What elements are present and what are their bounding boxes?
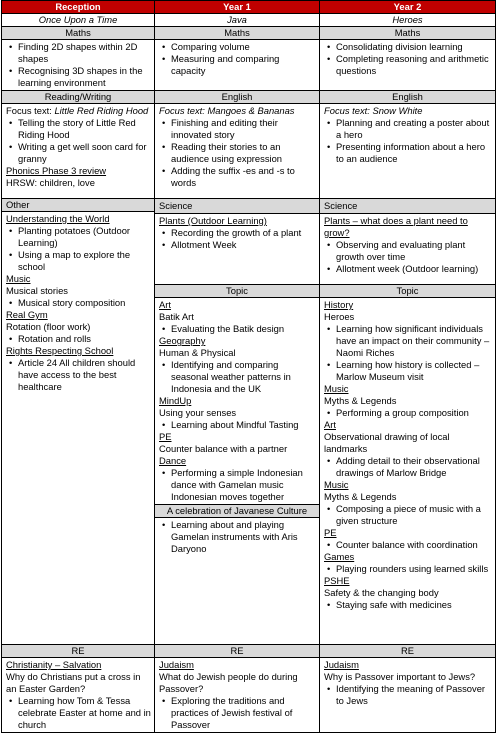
- list-item: • Article 24 All children should have access to the best healthcare: [18, 357, 151, 393]
- re-year2: [320, 658, 496, 733]
- section-title: Judaism: [324, 659, 359, 670]
- section-title: Real Gym: [6, 309, 48, 320]
- list-item: • Performing a group composition: [336, 407, 492, 419]
- focus-text: Focus text: Mangoes & Bananas: [159, 105, 295, 116]
- re-row: [2, 658, 496, 733]
- javanese-header: A celebration of Javanese Culture: [155, 504, 319, 518]
- list-item: • Allotment Week: [171, 239, 316, 251]
- list-item: • Adding the suffix -es and -s to words: [171, 165, 316, 189]
- re-header: RE: [320, 645, 496, 658]
- list-item: • Composing a piece of music with a given structure: [336, 503, 492, 527]
- section-text: Myths & Legends: [324, 395, 397, 406]
- topic-year2: Heroes: [320, 14, 496, 27]
- section-title: Music: [6, 273, 31, 284]
- list-item: • Learning how Tom & Tessa celebrate Easter at home and in church: [18, 695, 151, 731]
- focus-text: Focus text: Snow White: [324, 105, 423, 116]
- re-header-row: [2, 645, 496, 658]
- year-title-year1: Year 1: [155, 1, 320, 14]
- section-text: Why do Christians put a cross in an Easter Garden?: [6, 671, 141, 694]
- list-item: • Learning about Mindful Tasting: [171, 419, 316, 431]
- maths-year1: [155, 40, 320, 91]
- focus-title: Little Red Riding Hood: [54, 105, 149, 116]
- list-item: • Adding detail to their observational drawings of Marlow Bridge: [336, 455, 492, 479]
- phonics-title: Phonics Phase 3 review: [6, 165, 107, 176]
- list-item: • Telling the story of Little Red Riding Hood: [18, 117, 151, 141]
- re-year1: [155, 658, 320, 733]
- literacy-row: [2, 104, 496, 199]
- literacy-year2: [320, 104, 496, 199]
- literacy-reception: [2, 104, 155, 199]
- section-title: Judaism: [159, 659, 194, 670]
- list-item: • Playing rounders using learned skills: [336, 563, 492, 575]
- list-item: • Writing a get well soon card for granny: [18, 141, 151, 165]
- section-title: History: [324, 299, 354, 310]
- science-year2: [320, 214, 496, 285]
- list-item: • Identifying the meaning of Passover to Jews: [336, 683, 492, 707]
- year-title-reception: Reception: [2, 1, 155, 14]
- maths-header: Maths: [155, 27, 320, 40]
- section-title: Music: [324, 479, 349, 490]
- list-item: • Finding 2D shapes within 2D shapes: [18, 41, 151, 65]
- list-item: • Finishing and editing their innovated story: [171, 117, 316, 141]
- section-title: Art: [324, 419, 336, 430]
- section-title: PSHE: [324, 575, 350, 586]
- list-item: • Recognising 3D shapes in the learning environment: [18, 65, 151, 89]
- topic-year1: Java: [155, 14, 320, 27]
- maths-year2: [320, 40, 496, 91]
- topic-year1: [155, 298, 320, 645]
- section-title: Music: [324, 383, 349, 394]
- list-item: • Planning and creating a poster about a hero: [336, 117, 492, 141]
- other-science-header-row: [2, 199, 496, 214]
- section-text: Rotation (floor work): [6, 321, 91, 332]
- literacy-header-row: [2, 91, 496, 104]
- list-item: • Learning how significant individuals have an impact on their community – Naomi Riches: [336, 323, 492, 359]
- focus-text: Focus text: Little Red Riding Hood: [6, 105, 149, 116]
- section-text: Indonesian moves together: [171, 491, 285, 502]
- re-reception: [2, 658, 155, 733]
- section-text: Using your senses: [159, 407, 237, 418]
- maths-header: Maths: [2, 27, 155, 40]
- science-header: Science: [320, 199, 496, 214]
- section-text: Myths & Legends: [324, 491, 397, 502]
- section-text: Counter balance with a partner: [159, 443, 288, 454]
- year-header-row: [2, 1, 496, 14]
- section-text: Human & Physical: [159, 347, 236, 358]
- literacy-year1: [155, 104, 320, 199]
- english-header: English: [320, 91, 496, 104]
- section-text: Heroes: [324, 311, 355, 322]
- re-header: RE: [2, 645, 155, 658]
- list-item: • Counter balance with coordination: [336, 539, 492, 551]
- science-year1: [155, 214, 320, 285]
- topic-header: Topic: [320, 285, 496, 298]
- list-item: • Identifying and comparing seasonal weather patterns in Indonesia and the UK: [171, 359, 316, 395]
- list-item: • Learning about and playing Gamelan instruments with Aris Daryono: [171, 519, 316, 555]
- section-text: Why is Passover important to Jews?: [324, 671, 476, 682]
- section-title: Dance: [159, 455, 187, 466]
- list-item: • Rotation and rolls: [18, 333, 151, 345]
- section-text: Batik Art: [159, 311, 194, 322]
- list-item: • Planting potatoes (Outdoor Learning): [18, 225, 151, 249]
- other-header: Other: [2, 199, 154, 212]
- section-title: PE: [159, 431, 172, 442]
- list-item: • Completing reasoning and arithmetic questions: [336, 53, 492, 77]
- list-item: • Consolidating division learning: [336, 41, 492, 53]
- topic-year2: [320, 298, 496, 645]
- list-item: • Using a map to explore the school: [18, 249, 151, 273]
- list-item: • Exploring the traditions and practices of Jewish festival of Passover: [171, 695, 316, 731]
- section-title: Rights Respecting School: [6, 345, 114, 356]
- section-text: What do Jewish people do during Passover?: [159, 671, 298, 694]
- maths-reception: [2, 40, 155, 91]
- section-title: Plants – what does a plant need to grow?: [324, 215, 468, 238]
- section-text: Safety & the changing body: [324, 587, 439, 598]
- section-text: Musical stories: [6, 285, 68, 296]
- other-cell: [2, 199, 155, 645]
- list-item: • Observing and evaluating plant growth over time: [336, 239, 492, 263]
- list-item: • Musical story composition: [18, 297, 151, 309]
- section-title: PE: [324, 527, 337, 538]
- reading-writing-header: Reading/Writing: [2, 91, 155, 104]
- english-header: English: [155, 91, 320, 104]
- topic-header: Topic: [155, 285, 320, 298]
- year-title-year2: Year 2: [320, 1, 496, 14]
- list-item: • Learning how history is collected – Marlow Museum visit: [336, 359, 492, 383]
- list-item: • Reading their stories to an audience using expression: [171, 141, 316, 165]
- re-header: RE: [155, 645, 320, 658]
- list-item: • Presenting information about a hero to an audience: [336, 141, 492, 165]
- list-item: • Evaluating the Batik design: [171, 323, 316, 335]
- list-item: • Staying safe with medicines: [336, 599, 492, 611]
- hrsw-text: HRSW: children, love: [6, 177, 95, 188]
- list-item: • Recording the growth of a plant: [171, 227, 316, 239]
- list-item: • Allotment week (Outdoor learning): [336, 263, 492, 275]
- maths-row: [2, 40, 496, 91]
- section-title: MindUp: [159, 395, 192, 406]
- science-header: Science: [155, 199, 320, 214]
- section-title: Christianity – Salvation: [6, 659, 102, 670]
- list-item: • Measuring and comparing capacity: [171, 53, 316, 77]
- section-title: Understanding the World: [6, 213, 110, 224]
- topic-reception: Once Upon a Time: [2, 14, 155, 27]
- section-title: Geography: [159, 335, 206, 346]
- section-title: Games: [324, 551, 355, 562]
- list-item: • Comparing volume: [171, 41, 316, 53]
- curriculum-table: [1, 0, 496, 733]
- section-text: Observational drawing of local landmarks: [324, 431, 450, 454]
- maths-header: Maths: [320, 27, 496, 40]
- topic-row: [2, 14, 496, 27]
- maths-header-row: [2, 27, 496, 40]
- list-item: • Performing a simple Indonesian dance with Gamelan music: [171, 467, 316, 491]
- section-title: Plants (Outdoor Learning): [159, 215, 267, 226]
- section-title: Art: [159, 299, 171, 310]
